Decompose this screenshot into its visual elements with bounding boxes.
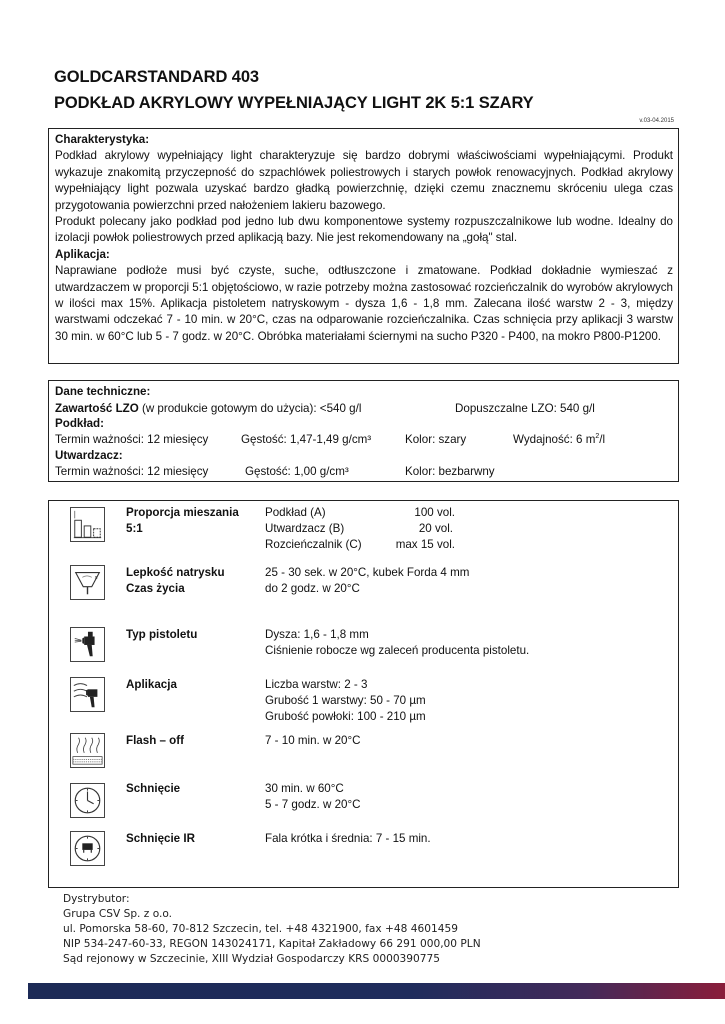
- voc-content: [55, 402, 361, 415]
- mix-item-name: Utwardzacz (B): [265, 522, 345, 535]
- viscosity-cup-icon: [70, 565, 105, 600]
- svg-text:s: s: [94, 575, 98, 582]
- application-heading: Aplikacja:: [55, 247, 110, 261]
- pot-life-label: Czas życia: [126, 582, 185, 595]
- distributor-tax-info: NIP 534-247-60-33, REGON 143024171, Kapitał Zakładowy 66 291 000,00 PLN: [63, 938, 481, 950]
- hardener-shelf-life: Termin ważności: 12 miesięcy: [55, 465, 209, 478]
- version-label: v.03-04.2015: [639, 118, 674, 124]
- pot-life-value: do 2 godz. w 20°C: [265, 582, 360, 595]
- primer-yield-text: Wydajność: 6 m: [513, 433, 596, 446]
- spray-gun-label: Typ pistoletu: [126, 628, 198, 641]
- spray-gun-icon: [70, 627, 105, 662]
- product-name-title: PODKŁAD AKRYLOWY WYPEŁNIAJĄCY LIGHT 2K 5:1 SZARY: [54, 94, 534, 112]
- coat-thickness-value: Grubość 1 warstwy: 50 - 70 µm: [265, 694, 426, 707]
- primer-yield-unit: /l: [599, 433, 606, 446]
- hardener-density: Gęstość: 1,00 g/cm³: [245, 465, 349, 478]
- mix-item-name: Podkład (A): [265, 506, 326, 519]
- mixing-ratio-icon: [70, 507, 105, 542]
- drying-clock-icon: [70, 783, 105, 818]
- drying-value-20c: 5 - 7 godz. w 20°C: [265, 798, 361, 811]
- voc-text: (w produkcie gotowym do użycia): <540 g/l: [138, 402, 362, 415]
- viscosity-label: Lepkość natrysku: [126, 566, 225, 579]
- drying-label: Schnięcie: [126, 782, 181, 795]
- hardener-heading: Utwardzacz:: [55, 449, 123, 462]
- flash-off-label: Flash – off: [126, 734, 184, 747]
- voc-label: Zawartość LZO: [55, 402, 139, 415]
- flash-off-value: 7 - 10 min. w 20°C: [265, 734, 361, 747]
- ir-drying-clock-icon: [70, 831, 105, 866]
- mix-item-amount: 20 vol.: [418, 522, 453, 535]
- pressure-value: Ciśnienie robocze wg zaleceń producenta pistoletu.: [265, 644, 530, 657]
- flash-off-icon: [70, 733, 105, 768]
- ir-drying-value: Fala krótka i średnia: 7 - 15 min.: [265, 832, 431, 845]
- voc-allowed: Dopuszczalne LZO: 540 g/l: [455, 402, 595, 415]
- description-box: [48, 128, 679, 364]
- technical-heading: Dane techniczne:: [55, 385, 151, 398]
- primer-heading: Podkład:: [55, 417, 104, 430]
- mix-item-amount: max 15 vol.: [395, 538, 455, 551]
- coats-value: Liczba warstw: 2 - 3: [265, 678, 368, 691]
- primer-yield: [513, 433, 605, 446]
- application-icon: [70, 677, 105, 712]
- characteristics-paragraph-1: Podkład akrylowy wypełniający light charakteryzuje się bardzo dobrymi właściwościami wypełniającymi. Produkt wykazuje znakomitą przyczepność do szpachlówek poliestrowych i starych powłok renowacyjnych. Podkład akrylowy wypełniający light pozwala uzyskać bardzo gładką powierzchnię, dzięki czemu znacznemu skróceniu ulega czas przygotowania powierzchni przed nałożeniem lakieru bazowego.: [55, 149, 673, 212]
- footer-color-bar: [28, 983, 725, 999]
- mix-item-name: Rozcieńczalnik (C): [265, 538, 362, 551]
- film-thickness-value: Grubość powłoki: 100 - 210 µm: [265, 710, 426, 723]
- application-paragraph: Naprawiane podłoże musi być czyste, suche, odtłuszczone i zmatowane. Podkład dokładnie wymieszać z utwardzaczem w proporcji 5:1 objętościowo, w razie potrzeby można zastosować rozcieńczalnik do wyrobów akrylowych w ilości max 15%. Aplikacja pistoletem natryskowym - dysza 1,6 - 1,8 mm. Zalecana ilość warstw 2 - 3, między warstwami odczekać 7 - 10 min. w 20°C, czas na odparowanie rozcieńczalnika. Czas schnięcia przy aplikacji 3 warstw 30 min. w 60°C lub 5 - 7 godz. w 20°C. Obróbka materiałami ściernymi na sucho P320 - P400, na mokro P800-P1200.: [55, 264, 673, 343]
- specs-box: [48, 500, 679, 888]
- primer-density: Gęstość: 1,47-1,49 g/cm³: [241, 433, 372, 446]
- primer-color: Kolor: szary: [405, 433, 467, 446]
- primer-yield-exponent: 2: [595, 433, 600, 441]
- primer-shelf-life: Termin ważności: 12 miesięcy: [55, 433, 209, 446]
- viscosity-value: 25 - 30 sek. w 20°C, kubek Forda 4 mm: [265, 566, 470, 579]
- drying-value-60c: 30 min. w 60°C: [265, 782, 344, 795]
- application-label: Aplikacja: [126, 678, 177, 691]
- product-code-title: GOLDCARSTANDARD 403: [54, 68, 259, 86]
- characteristics-heading: Charakterystyka:: [55, 133, 150, 146]
- distributor-company: Grupa CSV Sp. z o.o.: [63, 908, 173, 920]
- technical-data-box: [48, 380, 679, 482]
- distributor-court-info: Sąd rejonowy w Szczecinie, XIII Wydział Gospodarczy KRS 0000390775: [63, 953, 440, 965]
- distributor-heading: Dystrybutor:: [63, 893, 130, 905]
- characteristics-paragraph-2: Produkt polecany jako podkład pod jedno lub dwu komponentowe systemy rozpuszczalnikowe lub wodne. Idealny do izolacji powłok poliestrowych przed aplikacją bazy. Nie jest rekomendowany na „gołą" stal.: [55, 215, 673, 245]
- nozzle-size-value: Dysza: 1,6 - 1,8 mm: [265, 628, 369, 641]
- hardener-color: Kolor: bezbarwny: [405, 465, 495, 478]
- mixing-ratio-value: 5:1: [126, 522, 143, 535]
- distributor-address: ul. Pomorska 58-60, 70-812 Szczecin, tel. +48 4321900, fax +48 4601459: [63, 923, 458, 935]
- ir-drying-label: Schnięcie IR: [126, 832, 195, 845]
- mix-item-amount: 100 vol.: [414, 506, 455, 519]
- mixing-ratio-label: Proporcja mieszania: [126, 506, 239, 519]
